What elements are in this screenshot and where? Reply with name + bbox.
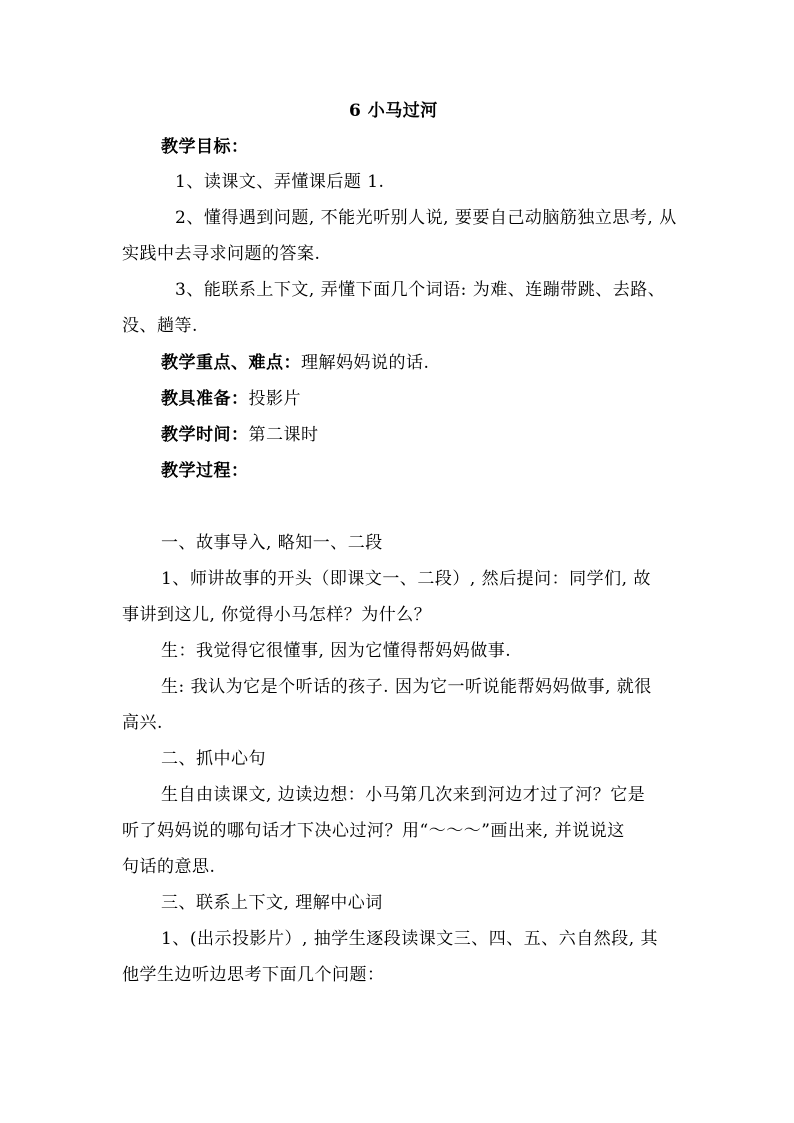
section-1-para-line-1: 1、师讲故事的开头（即课文一、二段）, 然后提问：同学们, 故 xyxy=(161,569,651,589)
objective-2-line-1: 2、懂得遇到问题, 不能光听别人说, 要要自己动脑筋独立思考, 从 xyxy=(175,208,677,228)
tools-value: 投影片 xyxy=(248,389,301,409)
section-3-para-line-1: 1、(出示投影片）, 抽学生逐段读课文三、四、五、六自然段, 其 xyxy=(161,929,659,949)
student-answer-1: 生：我觉得它很懂事, 因为它懂得帮妈妈做事. xyxy=(161,641,512,661)
section-1-heading: 一、故事导入, 略知一、二段 xyxy=(161,533,383,553)
key-points-line xyxy=(161,353,429,373)
key-points-value: 理解妈妈说的话. xyxy=(301,353,430,373)
key-points-label: 教学重点、难点： xyxy=(161,353,301,373)
lesson-title: 6 小马过河 xyxy=(349,101,438,121)
objective-3-line-2: 没、趟等. xyxy=(122,316,198,336)
time-value: 第二课时 xyxy=(248,425,319,445)
section-2-para-line-1: 生自由读课文, 边读边想：小马第几次来到河边才过了河？它是 xyxy=(161,785,646,805)
section-2-heading: 二、抓中心句 xyxy=(161,749,266,769)
tools-label: 教具准备： xyxy=(161,389,249,409)
student-answer-2-line-2: 高兴. xyxy=(122,713,163,733)
process-heading: 教学过程： xyxy=(161,461,249,481)
student-answer-2-line-1: 生: 我认为它是个听话的孩子. 因为它一听说能帮妈妈做事, 就很 xyxy=(161,677,652,697)
objectives-heading: 教学目标： xyxy=(161,137,249,157)
section-1-para-line-2: 事讲到这儿, 你觉得小马怎样？为什么？ xyxy=(122,605,432,625)
section-3-para-line-2: 他学生边听边思考下面几个问题： xyxy=(122,965,385,985)
time-line xyxy=(161,425,319,445)
section-3-heading: 三、联系上下文, 理解中心词 xyxy=(161,893,383,913)
section-2-para-line-3: 句话的意思. xyxy=(122,857,216,877)
tools-line xyxy=(161,389,301,409)
objective-2-line-2: 实践中去寻求问题的答案. xyxy=(122,244,321,264)
objective-1: 1、读课文、弄懂课后题 1. xyxy=(175,172,385,192)
section-2-para-line-2: 听了妈妈说的哪句话才下决心过河？用“～～～”画出来, 并说说这 xyxy=(122,821,625,841)
objective-3-line-1: 3、能联系上下文, 弄懂下面几个词语: 为难、连蹦带跳、去路、 xyxy=(175,280,666,300)
time-label: 教学时间： xyxy=(161,425,249,445)
